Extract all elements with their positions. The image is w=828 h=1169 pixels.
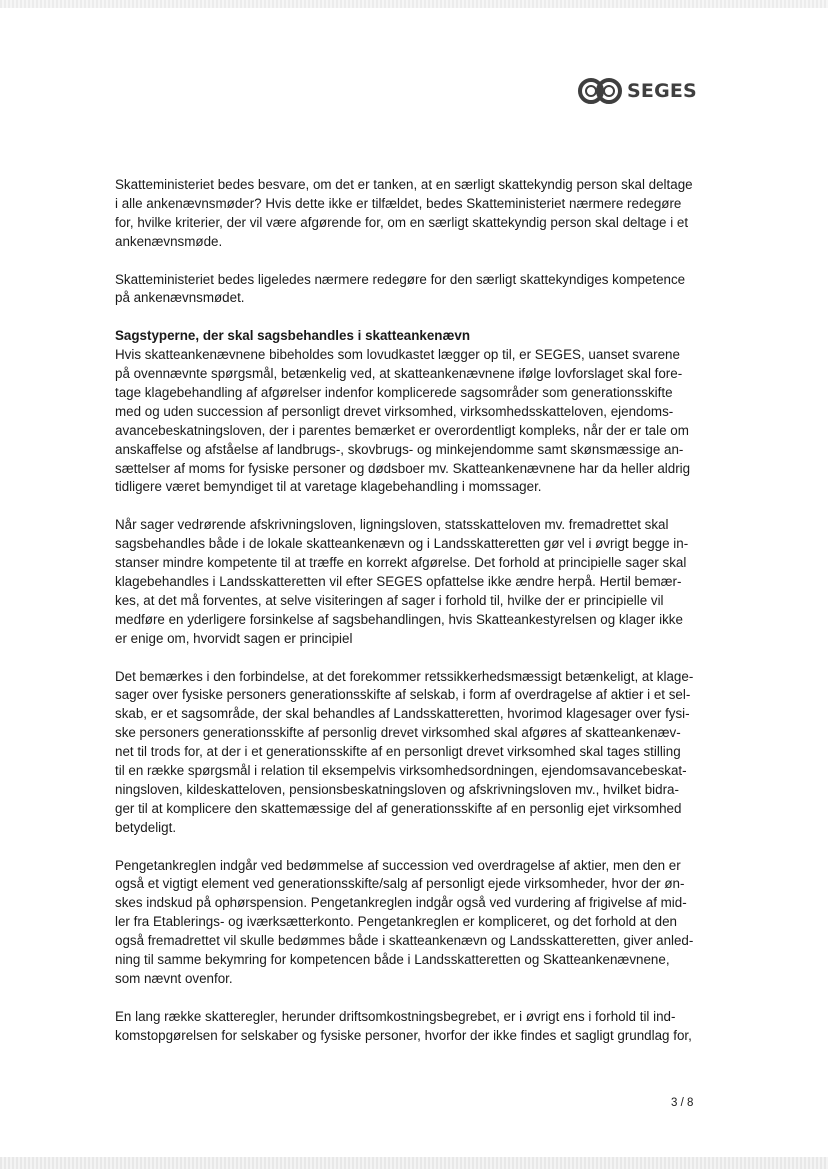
text-line: ler fra Etablerings- og iværksætterkonto. Pengetankreglen er kompliceret, og det forhold at den — [115, 914, 677, 930]
text-line: Pengetankreglen indgår ved bedømmelse af succession ved overdragelse af aktier, men den er — [115, 857, 681, 873]
text-line: sættelser af moms for fysiske personer og dødsboer mv. Skatteankenævnene har da heller aldrig — [115, 460, 691, 476]
text-line: Skatteministeriet bedes ligeledes nærmere redegøre for den særligt skattekyndiges kompetence — [115, 271, 686, 287]
paragraph — [115, 271, 697, 309]
text-line: ning til samme bekymring for kompetencen både i Landsskatteretten og Skatteankenævnene, — [115, 952, 670, 968]
paragraph — [115, 176, 697, 252]
text-line: betydeligt. — [115, 819, 177, 835]
paragraph — [115, 516, 697, 648]
text-line: skes indskud på ophørspension. Pengetankreglen indgår også ved vurdering af frigivelse af mid- — [115, 895, 687, 911]
text-line: medføre en yderligere forsinkelse af sagsbehandlingen, hvis Skatteankestyrelsen og klager ikke — [115, 611, 683, 627]
section-heading: Sagstyperne, der skal sagsbehandles i skatteankenævn — [115, 328, 471, 344]
text-line: sagsbehandles både i de lokale skatteankenævn og i Landsskatteretten gør vel i øvrigt begge in- — [115, 536, 689, 552]
text-line: kes, at det må forventes, at selve visiteringen af sager i forhold til, hvilke der er principielle vil — [115, 592, 664, 608]
text-line: avancebeskatningsloven, der i parentes bemærket er overordentligt kompleks, når der er tale om — [115, 422, 689, 438]
text-line: stanser mindre kompetente til at træffe en korrekt afgørelse. Det forhold at principielle sager skal — [115, 555, 687, 571]
text-line: net til trods for, at der i et generationsskifte af en personligt drevet virksomhed skal tages stilling — [115, 744, 681, 760]
text-line: komstopgørelsen for selskaber og fysiske personer, hvorfor der ikke findes et sagligt grundlag for, — [115, 1027, 692, 1043]
seges-logo — [578, 78, 697, 104]
seges-logo-icon — [578, 78, 624, 104]
text-line: som nævnt ovenfor. — [115, 970, 233, 986]
text-line: Når sager vedrørende afskrivningsloven, ligningsloven, statsskatteloven mv. fremadrettet skal — [115, 517, 669, 533]
text-line: ger til at komplicere den skattemæssige del af generationsskifte af en personlig ejet virksomhed — [115, 800, 682, 816]
logo-text: SEGES — [627, 80, 697, 102]
text-line: anskaffelse og afståelse af landbrugs-, skovbrugs- og minkejendomme samt skønsmæssige an- — [115, 441, 684, 457]
text-line: på ankenævnsmødet. — [115, 290, 245, 306]
document-body — [115, 176, 697, 1064]
text-line: En lang række skatteregler, herunder driftsomkostningsbegrebet, er i øvrigt ens i forhold til ind- — [115, 1008, 676, 1024]
text-line: ningsloven, kildeskatteloven, pensionsbeskatningsloven og afskrivningsloven mv., hvilket bidra- — [115, 781, 679, 797]
text-line: ankenævnsmøde. — [115, 233, 223, 249]
text-line: med og uden succession af personligt drevet virksomhed, virksomhedsskatteloven, ejendoms- — [115, 403, 674, 419]
text-line: klagebehandles i Landsskatteretten vil efter SEGES opfattelse ikke ændre herpå. Hertil bemær- — [115, 573, 682, 589]
paragraph — [115, 668, 697, 838]
text-line: er enige om, hvorvidt sagen er principiel — [115, 630, 353, 646]
text-line: sager over fysiske personers generationsskifte af selskab, i form af overdragelse af aktier i et sel- — [115, 687, 691, 703]
paragraph — [115, 857, 697, 989]
text-line: Skatteministeriet bedes besvare, om det er tanken, at en særligt skattekyndig person skal deltage — [115, 177, 693, 192]
paragraph — [115, 327, 697, 497]
text-line: Det bemærkes i den forbindelse, at det forekommer retssikkerhedsmæssigt betænkeligt, at klage- — [115, 668, 694, 684]
text-line: også et vigtigt element ved generationsskifte/salg af personligt ejede virksomheder, hvor der øn- — [115, 876, 685, 892]
text-line: ske personers generationsskifte af personlig drevet virksomhed skal afgøres af skatteankenæv- — [115, 725, 681, 741]
text-line: på ovennævnte spørgsmål, betænkelig ved, at skatteankenævnene ifølge lovforslaget skal fore- — [115, 366, 683, 382]
page-top-edge — [0, 0, 828, 8]
text-line: tidligere været bemyndiget til at varetage klagebehandling i momssager. — [115, 479, 542, 495]
text-line: skab, er et sagsområde, der skal behandles af Landsskatteretten, hvorimod klagesager over fysi- — [115, 706, 690, 722]
paragraph — [115, 1008, 697, 1046]
page-bottom-edge — [0, 1157, 828, 1169]
page-number: 3 / 8 — [671, 1097, 694, 1109]
text-line: for, hvilke kriterier, der vil være afgørende for, om en særligt skattekyndig person skal deltage i et — [115, 214, 689, 230]
text-line: til en række spørgsmål i relation til eksempelvis virksomhedsordningen, ejendomsavancebeskat- — [115, 763, 687, 779]
text-line: tage klagebehandling af afgørelser indenfor komplicerede sagsområder som generationsskifte — [115, 384, 673, 400]
text-line: Hvis skatteankenævnene bibeholdes som lovudkastet lægger op til, er SEGES, uanset svarene — [115, 347, 680, 363]
text-line: også fremadrettet vil skulle bedømmes både i skatteankenævn og Landsskatteretten, giver anled- — [115, 933, 694, 949]
text-line: i alle ankenævnsmøder? Hvis dette ikke er tilfældet, bedes Skatteministeriet nærmere redegøre — [115, 195, 682, 211]
